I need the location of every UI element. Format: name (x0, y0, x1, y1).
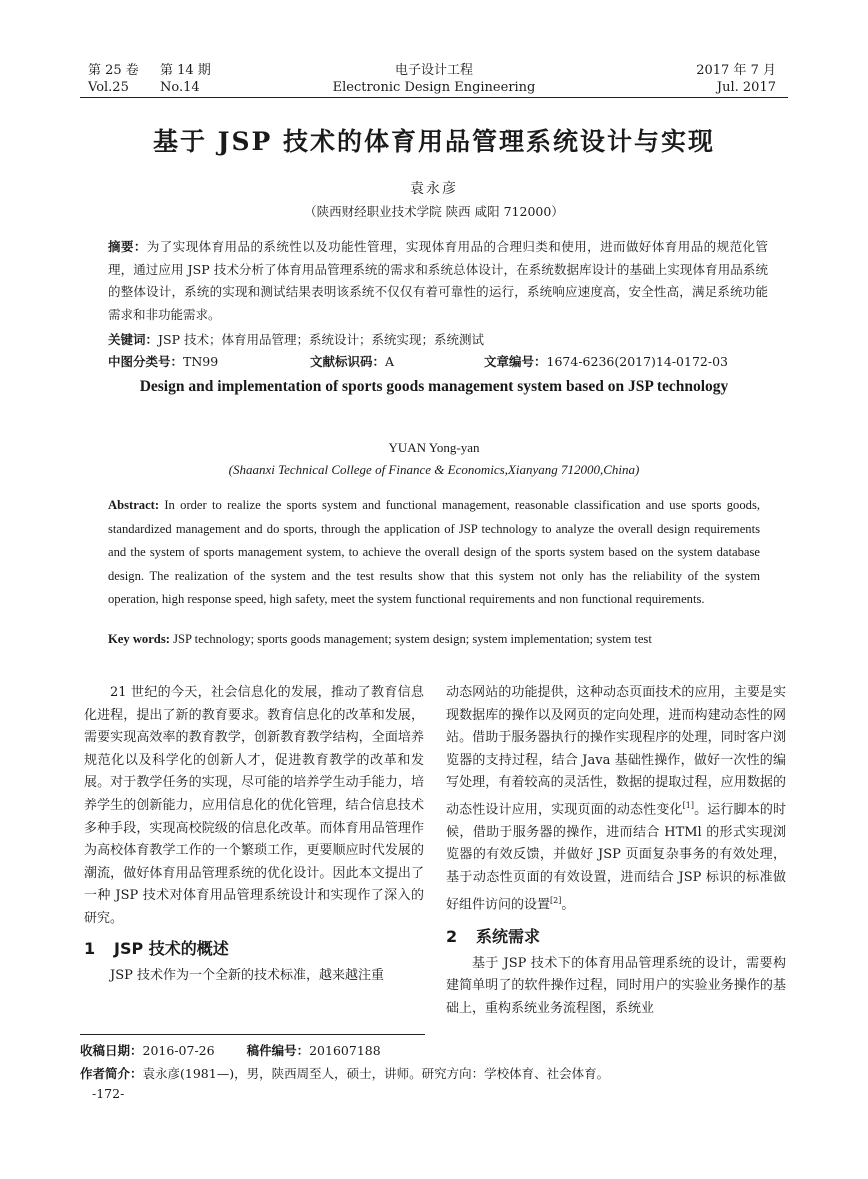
section-1-number: 1 (84, 938, 96, 958)
article-id-label: 文章编号： (484, 354, 547, 369)
volume-en: Vol.25 (88, 80, 129, 95)
paper-title-en: Design and implementation of sports goods management system based on JSP technology (139, 378, 729, 395)
jsp-paragraph-part-a: 动态网站的功能提供，这种动态页面技术的应用，主要是实现数据库的操作以及网页的定向处理，进而构建动态性的网站。借助于服务器执行的操作实现程序的处理，同时客户浏览器的支持过程，结合 Java 基础性操作，做好一次性的编写处理，有着较高的灵活性，数据的提取过程，应用数据的动态性设计应用，实现页面的动态性变化 (446, 685, 786, 818)
paper-title-cn: 基于 JSP 技术的体育用品管理系统设计与实现 (152, 127, 716, 156)
clc-value: TN99 (183, 354, 219, 369)
footnote-rule (80, 1034, 425, 1035)
header-rule (80, 97, 788, 98)
intro-paragraph: 21 世纪的今天，社会信息化的发展，推动了教育信息化进程，提出了新的教育要求。教育信息化的改革和发展，需要实现高效率的教育教学，创新教育教学结构，全面培养规范化以及科学化的创新人才，促进教育教学的改革和发展。对于教学任务的实现，尽可能的培养学生动手能力，培养学生的创新能力，应用信息化的优化管理，结合信息技术多种手段，实现高校院级的信息化改革。而体育用品管理作为高校体育教学工作的一个繁琐工作，更要顺应时代发展的潮流，做好体育用品管理系统的优化设计。因此本文提出了一种 JSP 技术对体育用品管理系统设计和实现作了深入的研究。 (84, 685, 424, 926)
abstract-en-label: Abstract: (108, 498, 160, 512)
manuscript-id-label: 稿件编号： (246, 1043, 310, 1058)
author-bio-label: 作者简介： (80, 1066, 143, 1081)
header-date (696, 62, 776, 96)
volume-cn: 第 25 卷 (88, 63, 139, 78)
citation-1[interactable]: [1] (682, 800, 694, 810)
doc-code-label: 文献标识码： (310, 354, 386, 369)
footnote-received (80, 1041, 381, 1059)
received-value: 2016-07-26 (142, 1043, 215, 1058)
jsp-paragraph-part-c: 。 (561, 897, 575, 912)
author-cn: 袁永彦 (410, 181, 458, 197)
section-1-title: JSP 技术的概述 (114, 938, 229, 958)
author-en: YUAN Yong-yan (388, 440, 480, 455)
keywords-cn-text: JSP 技术；体育用品管理；系统设计；系统实现；系统测试 (158, 332, 484, 347)
body-column-left (84, 682, 424, 987)
keywords-cn-label: 关键词： (108, 332, 159, 347)
manuscript-id-value: 201607188 (309, 1043, 381, 1058)
page-number: -172- (92, 1086, 125, 1101)
received-label: 收稿日期： (80, 1043, 143, 1058)
jsp-paragraph-part-b: 。运行脚本的时候，借助于服务器的操作，进而结合 HTMl 的形式实现浏览器的有效反馈，并做好 JSP 页面复杂事务的有效处理，基于动态性页面的有效设置，进而结合 JSP 标识的标准做好组件访问的设置 (446, 802, 786, 912)
journal-name-en: Electronic Design Engineering (332, 80, 536, 95)
date-cn: 2017 年 7 月 (696, 63, 776, 78)
citation-2[interactable]: [2] (550, 895, 562, 905)
footnote-author-bio (80, 1064, 609, 1082)
section-2-paragraph: 基于 JSP 技术下的体育用品管理系统的设计，需要构建简单明了的软件操作过程，同时用户的实验业务操作的基础上，重构系统业务流程图，系统业 (446, 955, 786, 1016)
issue-en: No.14 (160, 80, 200, 95)
abstract-cn-label: 摘要： (108, 239, 147, 254)
affiliation-cn: （陕西财经职业技术学院 陕西 咸阳 712000） (304, 204, 564, 219)
doc-code-value: A (385, 354, 395, 369)
section-1-paragraph: JSP 技术作为一个全新的技术标准，越来越注重 (110, 967, 384, 983)
clc-label: 中图分类号： (108, 354, 184, 369)
section-1-heading (84, 937, 424, 961)
section-2-title: 系统需求 (476, 926, 541, 946)
article-id-value: 1674-6236(2017)14-0172-03 (546, 354, 728, 369)
abstract-en-text: In order to realize the sports system and functional management, reasonable classification and use sports goods, standardized management and do sports, through the application of JSP technology to analyze the overall design requirements and the system of sports management system, to achieve the overall design of the sports system based on the system database design. The realization of the system and the test results show that this system not only has the reliability of the system operation, high response speed, high safety, meet the system functional requirements and non functional requirements. (108, 498, 760, 606)
abstract-cn (108, 236, 768, 326)
date-en: Jul. 2017 (716, 80, 776, 95)
author-bio-value: 袁永彦(1981—)，男，陕西周至人，硕士，讲师。研究方向：学校体育、社会体育。 (142, 1066, 610, 1081)
jsp-paragraph-continued (446, 682, 786, 917)
keywords-en-label: Key words: (108, 632, 170, 646)
abstract-en (108, 494, 760, 612)
section-2-heading (446, 925, 786, 949)
issue-cn: 第 14 期 (160, 63, 211, 78)
keywords-en (108, 632, 652, 647)
journal-name-cn: 电子设计工程 (394, 63, 473, 78)
body-column-right (446, 682, 786, 1020)
section-2-number: 2 (446, 926, 458, 946)
keywords-en-text: JSP technology; sports goods management; system design; system implementation; system test (169, 632, 652, 646)
abstract-cn-text: 为了实现体育用品的系统性以及功能性管理，实现体育用品的合理归类和使用，进而做好体育用品的规范化管理，通过应用 JSP 技术分析了体育用品管理系统的需求和系统总体设计，在系统数据库设计的基础上实现体育用品系统的整体设计，系统的实现和测试结果表明该系统不仅仅有着可靠性的运行，系统响应速度高，安全性高，满足系统功能需求和非功能需求。 (108, 239, 768, 322)
affiliation-en: (Shaanxi Technical College of Finance & Economics,Xianyang 712000,China) (228, 462, 640, 477)
keywords-cn (108, 330, 484, 348)
